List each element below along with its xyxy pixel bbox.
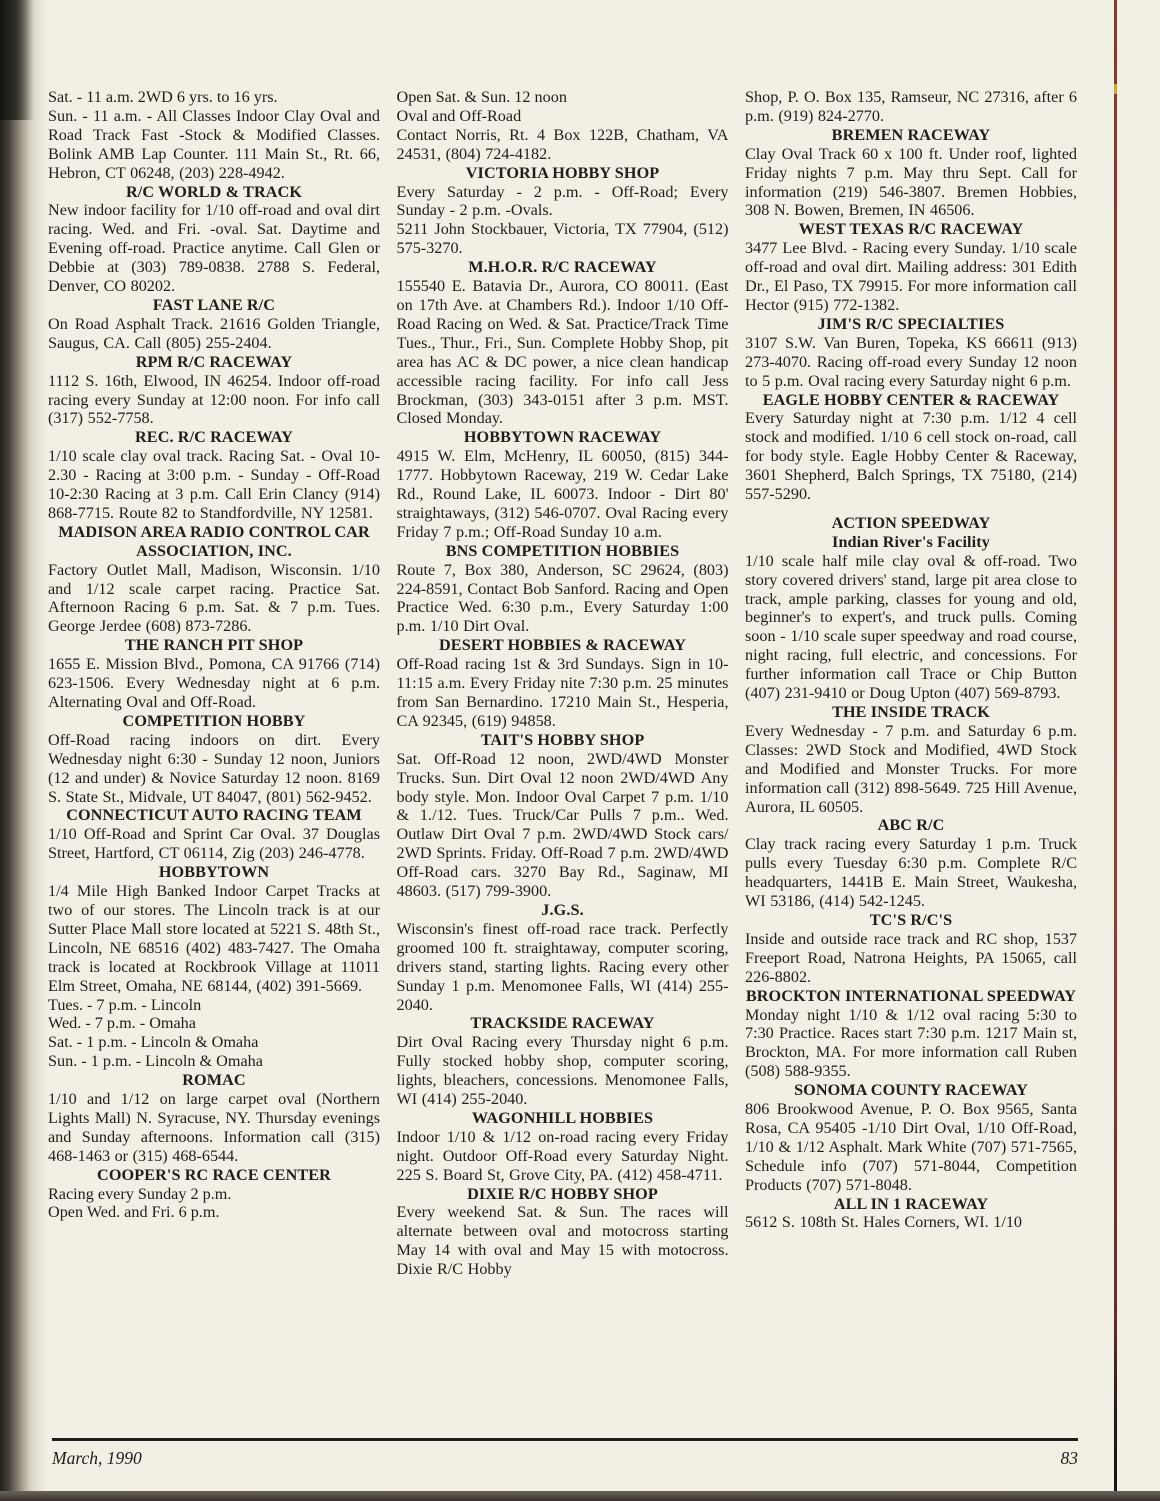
entry-paragraph: 1655 E. Mission Blvd., Pomona, CA 91766 (714) 623-1506. Every Wednesday night at 6 p.m. Alternating Oval and Off-Road. <box>48 655 380 711</box>
entry-paragraph: 5211 John Stockbauer, Victoria, TX 77904, (512) 575-3270. <box>396 220 729 258</box>
directory-entry <box>745 987 1077 1082</box>
directory-entry <box>48 1071 380 1166</box>
schedule-line: Sat. - 11 a.m. 2WD 6 yrs. to 16 yrs. <box>48 88 278 106</box>
entry-paragraph: Every weekend Sat. & Sun. The races will alternate between oval and motocross starting May 14 with oval and May 15 with motocross. Dixie R/C Hobby <box>396 1203 729 1279</box>
directory-entry <box>397 542 729 637</box>
directory-entry <box>397 731 729 901</box>
entry-paragraph: Shop, P. O. Box 135, Ramseur, NC 27316, after 6 p.m. (919) 824-2770. <box>745 88 1077 125</box>
directory-entry <box>48 183 380 296</box>
directory-entry <box>48 428 380 523</box>
directory-entry <box>745 911 1077 987</box>
directory-entry <box>397 428 729 541</box>
entry-heading: JIM'S R/C SPECIALTIES <box>817 314 1005 333</box>
directory-entry <box>397 1109 729 1185</box>
directory-entry-continuation <box>745 88 1077 126</box>
entry-heading: REC. R/C RACEWAY <box>135 428 293 447</box>
entry-paragraph: Every Saturday night at 7:30 p.m. 1/12 4 cell stock and modified. 1/10 6 cell stock on-road, call for body style. Eagle Hobby Center & Raceway, 3601 Shepherd, Balch Springs, TX 75180, (214) 557-5290. <box>745 409 1077 504</box>
directory-entry <box>745 391 1077 504</box>
entry-paragraph: Sun. - 11 a.m. - All Classes Indoor Clay Oval and Road Track Fast -Stock & Modified Classes. Bolink AMB Lap Counter. 111 Main St., Rt. 66, Hebron, CT 06248, (203) 228-4942. <box>48 106 380 182</box>
entry-heading: M.H.O.R. R/C RACEWAY <box>468 258 657 277</box>
directory-entry <box>397 164 729 259</box>
entry-heading: RPM R/C RACEWAY <box>135 352 293 371</box>
directory-columns <box>48 88 1077 1436</box>
entry-paragraph: 1/10 and 1/12 on large carpet oval (Northern Lights Mall) N. Syracuse, NY. Thursday evenings and Sunday afternoons. Information call (315) 468-1463 or (315) 468-6544. <box>48 1090 380 1165</box>
entry-paragraph: Clay track racing every Saturday 1 p.m. Truck pulls every Tuesday 6:30 p.m. Complete R/C headquarters, 1441B E. Main Street, Waukesha, WI 53186, (414) 542-1245. <box>745 835 1077 911</box>
entry-paragraph: 3107 S.W. Van Buren, Topeka, KS 66611 (913) 273-4070. Racing off-road every Sunday 12 noon to 5 p.m. Oval racing every Saturday night 6 p.m. <box>745 333 1077 390</box>
directory-entry <box>397 1185 729 1280</box>
directory-entry <box>48 806 380 863</box>
directory-entry <box>397 1014 729 1109</box>
page-footer <box>52 1448 1078 1469</box>
entry-heading: TC'S R/C'S <box>869 910 953 929</box>
directory-entry <box>397 901 729 1014</box>
page-edge-line <box>1114 0 1117 1501</box>
entry-heading: BREMEN RACEWAY <box>831 125 991 144</box>
entry-paragraph: Inside and outside race track and RC shop, 1537 Freeport Road, Natrona Heights, PA 15065, call 226-8802. <box>745 929 1077 986</box>
entry-paragraph: 5612 S. 108th St. Hales Corners, WI. 1/10 <box>745 1213 1023 1232</box>
directory-entry <box>745 1081 1077 1194</box>
binding-shadow-top <box>0 0 34 120</box>
directory-entry <box>745 1195 1077 1233</box>
footer-rule <box>52 1438 1078 1441</box>
entry-paragraph: Dirt Oval Racing every Thursday night 6 p.m. Fully stocked hobby shop, computer scoring, lights, bleachers, concessions. Menomonee Falls, WI (414) 255-2040. <box>396 1033 729 1109</box>
entry-paragraph: 1/10 Off-Road and Sprint Car Oval. 37 Douglas Street, Hartford, CT 06114, Zig (203) 246-4778. <box>48 825 380 863</box>
entry-paragraph: Factory Outlet Mall, Madison, Wisconsin. 1/10 and 1/12 scale carpet racing. Practice Sat. Afternoon Racing 6 p.m. Sat. & 7 p.m. Tues. George Jerdee (608) 873-7286. <box>48 560 380 636</box>
entry-paragraph: 1112 S. 16th, Elwood, IN 46254. Indoor off-road racing every Sunday at 12:00 noon. For info call (317) 552-7758. <box>48 371 380 428</box>
schedule-line: Sat. - 1 p.m. - Lincoln & Omaha <box>48 1033 259 1052</box>
entry-heading: TAIT'S HOBBY SHOP <box>480 730 645 749</box>
entry-paragraph: New indoor facility for 1/10 off-road and oval dirt racing. Wed. and Fri. -oval. Sat. Daytime and Evening off-road. Practice anytime. Call Glen or Debbie at (303) 789-0838. 2788 S. Federal, Denver, CO 80202. <box>48 201 380 296</box>
entry-paragraph: 155540 E. Batavia Dr., Aurora, CO 80011. (East on 17th Ave. at Chambers Rd.). Indoor 1/10 Off-Road Racing on Wed. & Sat. Practice/Track Time Tues., Thur., Fri., Sun. Complete Hobby Shop, pit area has AC & DC power, a nice clean handicap accessible racing facility. For info call Jess Brockman, (303) 343-0151 after 3 p.m. MST. Closed Monday. <box>396 277 729 428</box>
entry-heading: THE INSIDE TRACK <box>832 703 990 721</box>
entry-heading: WAGONHILL HOBBIES <box>471 1108 654 1127</box>
directory-entry <box>48 636 380 712</box>
schedule-line: Wed. - 7 p.m. - Omaha <box>48 1014 196 1033</box>
directory-entry <box>48 353 380 429</box>
directory-entry-continuation <box>48 88 380 183</box>
entry-heading: EAGLE HOBBY CENTER & RACEWAY <box>762 390 1060 409</box>
entry-heading: DIXIE R/C HOBBY SHOP <box>467 1184 658 1203</box>
entry-paragraph: On Road Asphalt Track. 21616 Golden Triangle, Saugus, CA. Call (805) 255-2404. <box>48 314 380 352</box>
directory-entry <box>745 703 1077 816</box>
entry-paragraph: Clay Oval Track 60 x 100 ft. Under roof, lighted Friday nights 7 p.m. May thru Sept. Call for information (219) 546-3807. Bremen Hobbies, 308 N. Bowen, Bremen, IN 46506. <box>745 144 1077 220</box>
directory-entry <box>745 315 1077 391</box>
entry-heading: R/C WORLD & TRACK <box>125 182 303 201</box>
entry-paragraph: 1/10 scale half mile clay oval & off-road. Two story covered drivers' stand, large pit area close to track, ample parking, classes for young and old, beginner's to expert's, and truck pulls. Coming soon - 1/10 scale super speedway and road course, night racing, full electric, and concessions. For further information call Trace or Chip Button (407) 231-9410 or Doug Upton (407) 569-8793. <box>745 551 1077 703</box>
schedule-line: Racing every Sunday 2 p.m. <box>48 1184 232 1203</box>
issue-date: March, 1990 <box>52 1448 142 1468</box>
entry-subheading: Indian River's Facility <box>832 532 990 551</box>
directory-entry <box>48 296 380 353</box>
entry-heading: J.G.S. <box>541 900 584 919</box>
entry-paragraph: Contact Norris, Rt. 4 Box 122B, Chatham, VA 24531, (804) 724-4182. <box>396 125 729 163</box>
entry-heading: TRACKSIDE RACEWAY <box>470 1014 655 1033</box>
entry-heading: WEST TEXAS R/C RACEWAY <box>798 220 1024 239</box>
directory-entry <box>397 636 729 731</box>
directory-entry <box>745 816 1077 911</box>
directory-entry <box>745 220 1077 315</box>
directory-entry <box>397 258 729 428</box>
directory-entry <box>48 712 380 807</box>
entry-heading: BROCKTON INTERNATIONAL SPEEDWAY <box>745 986 1077 1005</box>
schedule-line: Open Sat. & Sun. 12 noon <box>396 88 567 106</box>
entry-paragraph: 4915 W. Elm, McHenry, IL 60050, (815) 344-1777. Hobbytown Raceway, 219 W. Cedar Lake Rd., Round Lake, IL 60073. Indoor - Dirt 80' straightaways, (312) 546-0707. Oval Racing every Friday 7 p.m.; Off-Road Sunday 10 a.m. <box>396 447 729 541</box>
entry-paragraph: Wisconsin's finest off-road race track. Perfectly groomed 100 ft. straightaway, computer scoring, drivers stand, starting lights. Racing every other Sunday 1 p.m. Menomonee Falls, WI (414) 255-2040. <box>396 919 729 1014</box>
entry-paragraph: 1/10 scale clay oval track. Racing Sat. - Oval 10-2.30 - Racing at 3:00 p.m. - Sunday - Off-Road 10-2:30 Racing at 3 p.m. Call Erin Clancy (914) 868-7715. Route 82 to Standfordville, NY 12581. <box>48 447 380 522</box>
entry-heading: HOBBYTOWN <box>158 863 270 882</box>
directory-entry <box>48 523 380 636</box>
entry-paragraph: Indoor 1/10 & 1/12 on-road racing every Friday night. Outdoor Off-Road every Saturday Night. 225 S. Board St, Grove City, PA. (412) 458-4711. <box>396 1127 729 1184</box>
entry-paragraph: Route 7, Box 380, Anderson, SC 29624, (803) 224-8591, Contact Bob Sanford. Racing and Open Practice Wed. 6:30 p.m., Every Saturday 1:00 p.m. 1/10 Dirt Oval. <box>396 560 729 636</box>
page-edge-line-tick <box>1114 84 1117 94</box>
entry-heading: CONNECTICUT AUTO RACING TEAM <box>66 806 362 825</box>
entry-paragraph: 806 Brookwood Avenue, P. O. Box 9565, Santa Rosa, CA 95405 -1/10 Dirt Oval, 1/10 Off-Road, 1/10 & 1/12 Asphalt. Mark White (707) 571-7565, Schedule info (707) 571-8044, Competition Products (707) 571-8048. <box>745 1100 1077 1194</box>
directory-entry <box>745 126 1077 221</box>
entry-heading: DESERT HOBBIES & RACEWAY <box>439 636 686 655</box>
entry-heading: BNS COMPETITION HOBBIES <box>445 541 680 560</box>
page-number: 83 <box>1060 1448 1078 1468</box>
entry-paragraph: Monday night 1/10 & 1/12 oval racing 5:30 to 7:30 Practice. Races start 7:30 p.m. 1217 Main st, Brockton, MA. For more information call Ruben (508) 588-9355. <box>745 1005 1077 1081</box>
entry-heading: VICTORIA HOBBY SHOP <box>465 163 660 182</box>
entry-heading: FAST LANE R/C <box>152 295 276 314</box>
entry-paragraph: Sat. Off-Road 12 noon, 2WD/4WD Monster Trucks. Sun. Dirt Oval 12 noon 2WD/4WD Any body style. Mon. Indoor Oval Carpet 7 p.m. 1/10 & 1./12. Tues. Truck/Car Pulls 7 p.m.. Wed. Outlaw Dirt Oval 7 p.m. 2WD/4WD Stock cars/ 2WD Sprints. Friday. Off-Road 7 p.m. 2WD/4WD Off-Road cars. 3270 Bay Rd., Saginaw, MI 48603. (517) 799-3900. <box>396 749 729 901</box>
entry-heading: THE RANCH PIT SHOP <box>124 636 304 655</box>
schedule-line: Tues. - 7 p.m. - Lincoln <box>48 995 202 1014</box>
schedule-line: Open Wed. and Fri. 6 p.m. <box>48 1203 220 1222</box>
entry-heading: ACTION SPEEDWAY <box>831 513 991 532</box>
entry-heading: ALL IN 1 RACEWAY <box>833 1194 989 1213</box>
column-2 <box>397 88 729 1436</box>
entry-paragraph: 3477 Lee Blvd. - Racing every Sunday. 1/10 scale off-road and oval dirt. Mailing address: 301 Edith Dr., El Paso, TX 79915. For more information call Hector (915) 772-1382. <box>745 239 1077 314</box>
entry-paragraph: Every Wednesday - 7 p.m. and Saturday 6 p.m. Classes: 2WD Stock and Modified, 4WD Stock and Modified and Monster Trucks. For more information call (312) 898-5649. 725 Hill Avenue, Aurora, IL 60505. <box>745 721 1077 816</box>
scan-bottom-edge <box>0 1491 1160 1501</box>
column-1 <box>48 88 380 1436</box>
schedule-line: Oval and Off-Road <box>396 106 522 125</box>
entry-paragraph: 1/4 Mile High Banked Indoor Carpet Tracks at two of our stores. The Lincoln track is at our Sutter Place Mall store located at 5221 S. 48th St., Lincoln, NE 68516 (402) 483-7427. The Omaha track is located at Rockbrook Village at 11011 Elm Street, Omaha, NE 68144, (402) 391-5669. <box>48 882 380 995</box>
directory-entry <box>745 514 1077 703</box>
directory-entry <box>48 1166 380 1223</box>
schedule-line: Sun. - 1 p.m. - Lincoln & Omaha <box>48 1052 263 1071</box>
entry-paragraph: Every Saturday - 2 p.m. - Off-Road; Every Sunday - 2 p.m. -Ovals. <box>396 182 729 220</box>
entry-heading: COOPER'S RC RACE CENTER <box>97 1165 331 1184</box>
entry-heading: SONOMA COUNTY RACEWAY <box>794 1081 1028 1100</box>
entry-heading: ROMAC <box>182 1071 246 1090</box>
directory-entry-continuation <box>397 88 729 164</box>
column-3 <box>745 88 1077 1436</box>
entry-paragraph: Off-Road racing indoors on dirt. Every Wednesday night 6:30 - Sunday 12 noon, Juniors (12 and under) & Novice Saturday 12 noon. 8169 S. State St., Midvale, UT 84047, (801) 562-9452. <box>48 730 380 806</box>
entry-heading: MADISON AREA RADIO CONTROL CAR ASSOCIATION, INC. <box>58 522 370 560</box>
binding-shadow <box>0 0 46 1501</box>
entry-heading: COMPETITION HOBBY <box>122 711 306 730</box>
entry-heading: ABC R/C <box>877 816 945 835</box>
entry-heading: HOBBYTOWN RACEWAY <box>463 428 662 447</box>
directory-entry <box>48 863 380 1071</box>
entry-paragraph: Off-Road racing 1st & 3rd Sundays. Sign in 10-11:15 a.m. Every Friday nite 7:30 p.m. 25 minutes from San Bernardino. 17210 Main St., Hesperia, CA 92345, (619) 94858. <box>396 655 729 730</box>
